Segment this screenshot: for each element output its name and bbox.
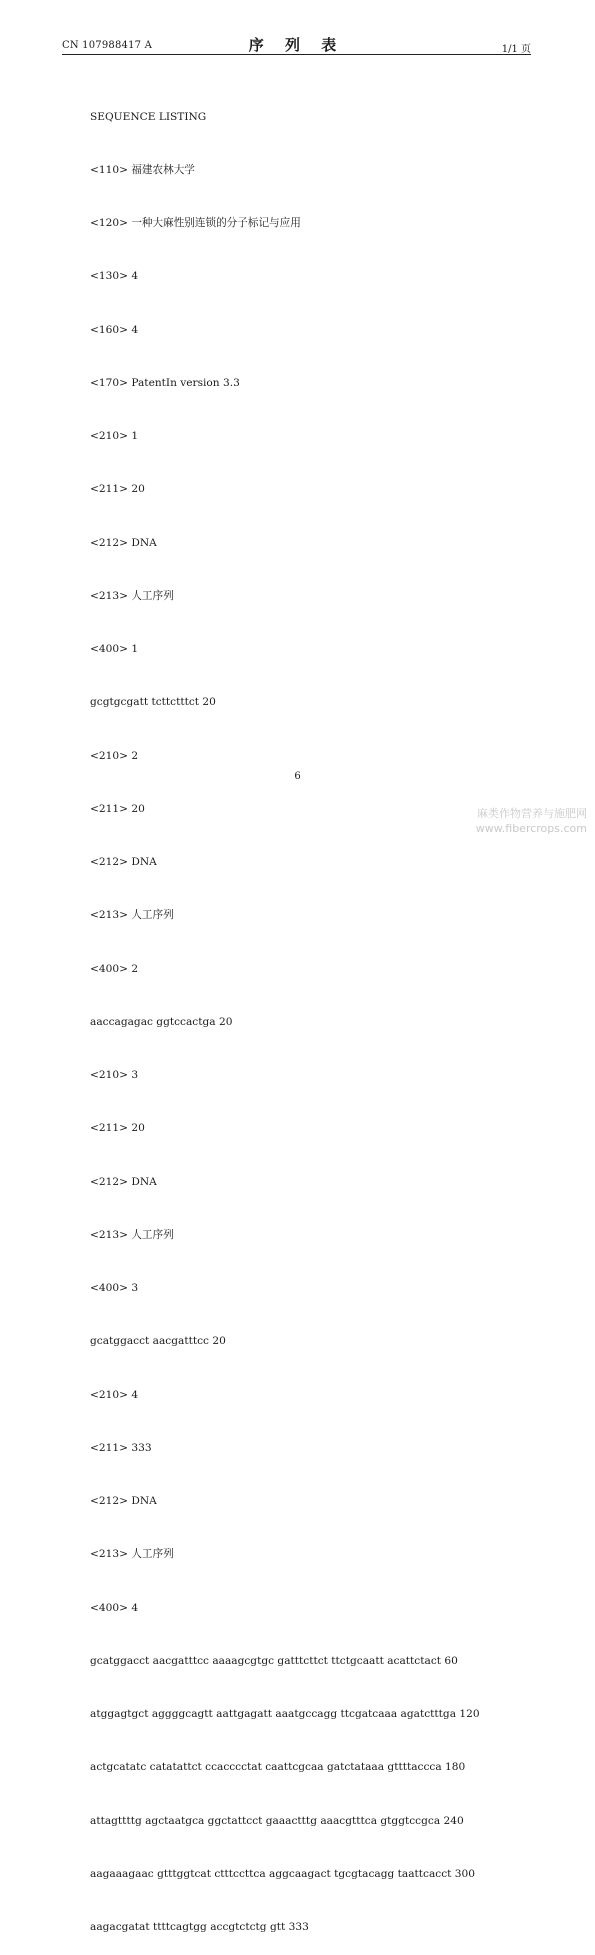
text-line: <210> 4 — [90, 1388, 139, 1401]
page-indicator: 1/1 页 — [501, 44, 531, 55]
page-title: 序 列 表 — [248, 36, 345, 54]
text-line: SEQUENCE LISTING — [90, 110, 207, 123]
site-watermark — [476, 806, 587, 836]
sequence-listing — [90, 73, 540, 1955]
text-line: <400> 4 — [90, 1601, 139, 1614]
text-line: <170> PatentIn version 3.3 — [90, 376, 240, 389]
text-line: <212> DNA — [90, 536, 157, 549]
text-line: <213> 人工序列 — [90, 1228, 174, 1241]
text-line: <210> 1 — [90, 430, 139, 442]
sequence-line: aaccagagac ggtccactga 20 — [90, 1015, 233, 1028]
text-line: <213> 人工序列 — [90, 909, 174, 922]
sequence-line: aagaaagaac gtttggtcat ctttccttca aggcaagact tgcgtacagg taattcacct 300 — [90, 1867, 475, 1880]
page-header — [62, 32, 531, 55]
text-line: <211> 20 — [90, 483, 145, 496]
text-line: <212> DNA — [90, 1175, 157, 1188]
text-line: <210> 2 — [90, 749, 139, 762]
text-line: <160> 4 — [90, 323, 139, 336]
text-line: <400> 1 — [90, 643, 139, 655]
text-line: <211> 20 — [90, 1122, 145, 1135]
text-line: <400> 2 — [90, 962, 139, 975]
text-line: <120> 一种大麻性别连锁的分子标记与应用 — [90, 217, 301, 229]
text-line: <400> 3 — [90, 1282, 139, 1294]
text-line: <110> 福建农林大学 — [90, 163, 195, 176]
watermark-url: www.fibercrops.com — [475, 822, 587, 835]
text-line: <212> DNA — [90, 1495, 157, 1507]
page-number: 6 — [294, 771, 301, 782]
text-line: <211> 20 — [90, 802, 145, 815]
sequence-line: gcatggacct aacgatttcc 20 — [90, 1335, 226, 1348]
sequence-line: gcatggacct aacgatttcc aaaagcgtgc gatttcttct ttctgcaatt acattctact 60 — [90, 1654, 458, 1667]
text-line: <213> 人工序列 — [90, 589, 174, 602]
text-line: <213> 人工序列 — [90, 1548, 174, 1561]
text-line: <130> 4 — [90, 270, 139, 283]
text-line: <212> DNA — [90, 856, 157, 868]
sequence-line: aagacgatat ttttcagtgg accgtctctg gtt 333 — [90, 1921, 309, 1933]
patent-number: CN 107988417 A — [62, 40, 153, 51]
sequence-line: attagttttg agctaatgca ggctattcct gaaactttg aaacgtttca gtggtccgca 240 — [90, 1814, 464, 1827]
sequence-line: actgcatatc catatattct ccacccctat caattcgcaa gatctataaa gttttaccca 180 — [90, 1761, 466, 1774]
text-line: <210> 3 — [90, 1069, 139, 1081]
text-line: <211> 333 — [90, 1441, 152, 1454]
sequence-line: atggagtgct aggggcagtt aattgagatt aaatgccagg ttcgatcaaa agatctttga 120 — [90, 1708, 480, 1720]
watermark-name: 麻类作物营养与施肥网 — [477, 807, 587, 820]
sequence-line: gcgtgcgatt tcttctttct 20 — [90, 696, 216, 709]
